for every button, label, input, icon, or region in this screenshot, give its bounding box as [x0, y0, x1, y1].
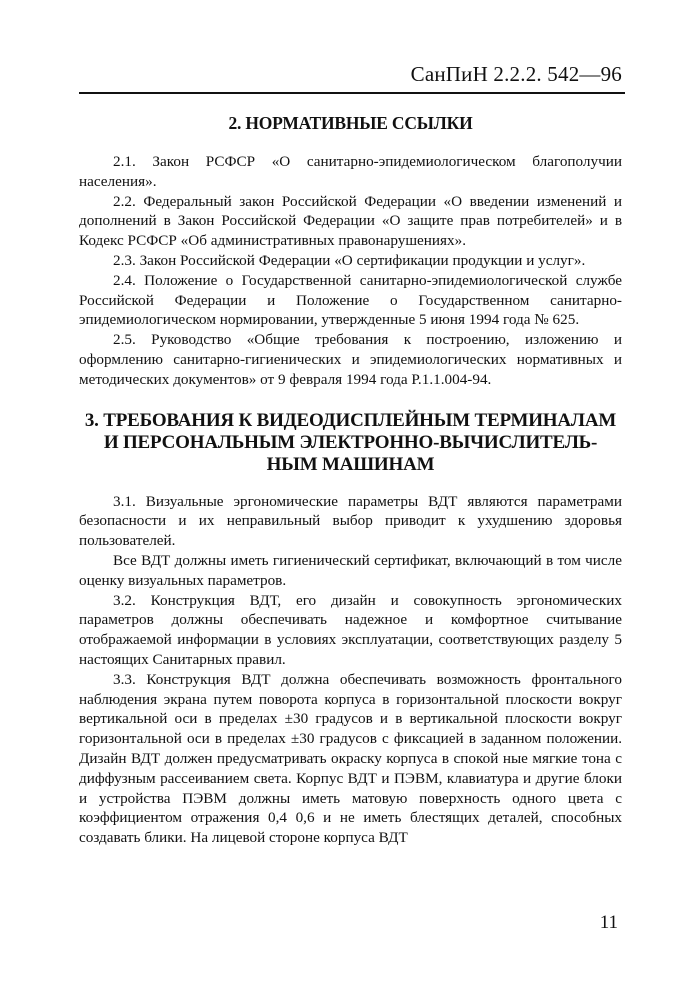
paragraph-3-3: 3.3. Конструкция ВДТ должна обеспечивать возможность фронтального наблюдения экрана путем поворота корпуса в горизонтальной плоскости вокруг вертикальной оси в пределах ±30 градусов и в вертикальной плоскости вокруг горизонтальной оси в пределах ±30 градусов с фиксацией в заданном положении. Дизайн ВДТ должен предусматривать окраску корпуса в спокой ные мягкие тона с диффузным рассеиванием света. Корпус ВДТ и ПЭВМ, клавиатура и другие блоки и устройства ПЭВМ должны иметь матовую поверхность одного цвета с коэффициентом отражения 0,4 0,6 и не иметь блестящих деталей, способных создавать блики. На лицевой стороне корпуса ВДТ: [79, 670, 622, 847]
paragraph-2-3: 2.3. Закон Российской Федерации «О сертификации продукции и услуг».: [113, 251, 586, 269]
paragraph-3-1-cont: Все ВДТ должны иметь гигиенический сертификат, включающий в том числе оценку визуальных параметров.: [79, 551, 622, 589]
section-3-body: [79, 492, 622, 848]
paragraph-2-5: 2.5. Руководство «Общие требования к построению, изложению и оформлению санитарно-гигиенических и эпидемиологических нормативных и методических документов» от 9 февраля 1994 года Р.1.1.004-94.: [79, 331, 622, 388]
section-2-body: [79, 152, 622, 390]
section-2-heading: 2. НОРМАТИВНЫЕ ССЫЛКИ: [228, 113, 473, 133]
paragraph-3-2: 3.2. Конструкция ВДТ, его дизайн и совокупность эргономических параметров должны обеспечивать надежное и комфортное считывание отображаемой информации в условиях эксплуатации, соответствующих разделу 5 настоящих Санитарных правил.: [79, 591, 622, 668]
section-3-heading-line-1: 3. ТРЕБОВАНИЯ К ВИДЕОДИСПЛЕЙНЫМ ТЕРМИНАЛАМ: [84, 409, 617, 431]
header-rule: [79, 92, 625, 94]
paragraph-2-2: 2.2. Федеральный закон Российской Федерации «О введении изменений и дополнений в Закон Российской Федерации «О защите прав потребителей» и в Кодекс РСФСР «Об административных правонарушениях».: [79, 192, 622, 250]
page-content: [79, 106, 622, 848]
paragraph-3-1: 3.1. Визуальные эргономические параметры ВДТ являются параметрами безопасности и их неправильный выбор приводит к ухудшению здоровья пользователей.: [79, 492, 622, 550]
section-3-heading-line-2: И ПЕРСОНАЛЬНЫМ ЭЛЕКТРОННО-ВЫЧИСЛИТЕЛЬ-: [103, 431, 598, 453]
section-3-heading-line-3: НЫМ МАШИНАМ: [266, 453, 435, 475]
paragraph-2-1: 2.1. Закон РСФСР «О санитарно-эпидемиологическом благополучии населения».: [79, 153, 622, 190]
running-header-title: СанПиН 2.2.2. 542—96: [410, 62, 622, 86]
page-number: 11: [599, 912, 618, 933]
section-3-heading: [79, 410, 622, 476]
paragraph-2-4: 2.4. Положение о Государственной санитарно-эпидемиологической службе Российской Федерации и Положение о Государственном санитарно-эпидемиологическом нормировании, утвержденные 5 июня 1994 года № 625.: [79, 271, 622, 329]
